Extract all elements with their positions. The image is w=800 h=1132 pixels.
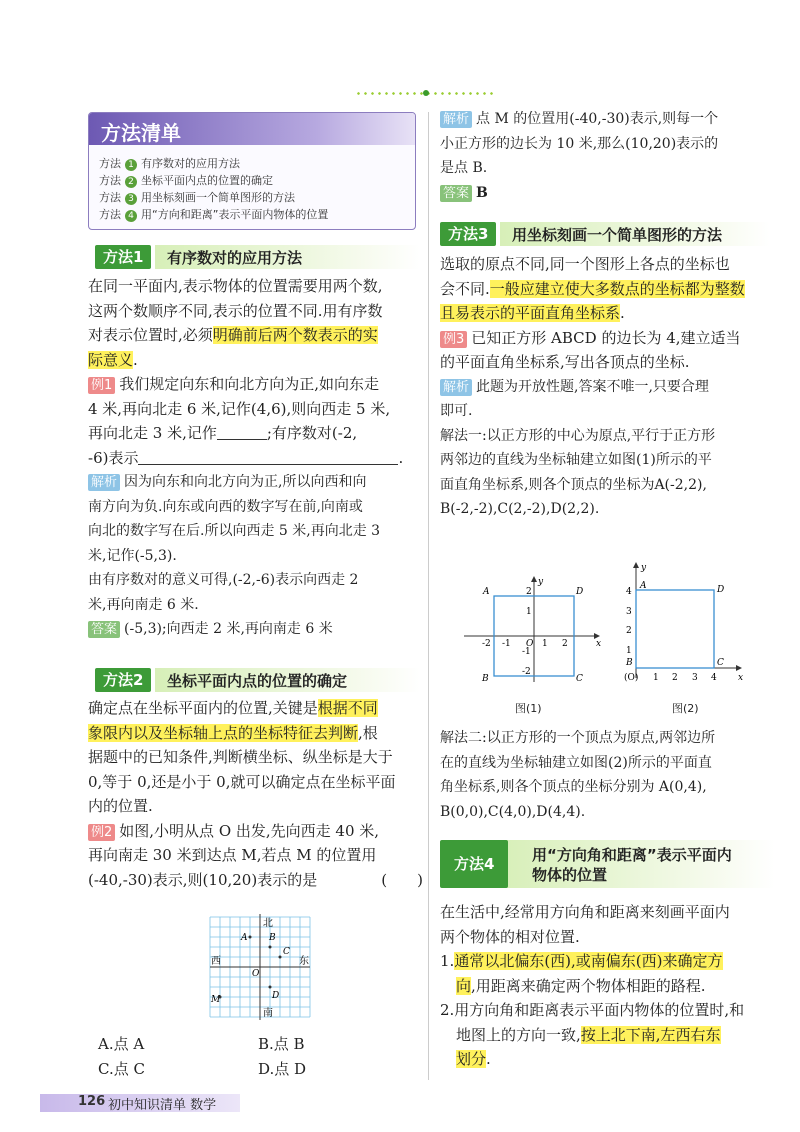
method-list-item: 方法 1 有序数对的应用方法 [99,157,240,170]
west-label: 西 [211,956,221,967]
svg-text:y: y [641,563,647,573]
direction-grid-figure [205,912,315,1022]
section4-title-line2: 物体的位置 [532,866,608,884]
choice-a: A.点 A [98,1035,145,1053]
example-tag: 例1 [88,377,115,394]
point-b-label: B [269,933,276,943]
section3-title: 用坐标刻画一个简单图形的方法 [512,226,723,244]
svg-text:O: O [526,639,534,649]
svg-text:1: 1 [626,646,632,656]
answer-tag: 答案 [440,185,472,202]
footer-title: 初中知识清单 数学 [108,1098,217,1113]
method-list-item: 方法 3 用坐标刻画一个简单图形的方法 [99,191,295,204]
example-tag: 例2 [88,824,115,841]
section3-solution2: 解法二:以正方形的一个顶点为原点,两邻边所 在的直线为坐标轴建立如图(2)所示的平面直 角坐标系,则各个顶点的坐标分别为 A(0,4), B(0,0),C(4,0),D(4,4). [440,730,716,820]
method-list-box [88,112,416,230]
svg-text:A: A [640,581,647,591]
svg-text:3: 3 [626,607,632,617]
section4-badge: 方法4 [440,840,508,888]
figure2-caption: 图(2) [672,702,699,715]
svg-text:D: D [717,585,725,595]
section3-header [440,222,770,246]
example-tag: 例3 [440,331,467,348]
analysis-tag: 解析 [440,379,472,396]
svg-text:x: x [738,673,744,683]
svg-text:2: 2 [626,626,632,636]
svg-text:B: B [626,658,633,668]
section1-header [95,245,420,269]
section1-badge: 方法1 [95,245,151,269]
method-list-header [89,113,415,145]
svg-text:-1: -1 [522,647,531,657]
svg-text:-1: -1 [502,639,511,649]
choice-c: C.点 C [98,1060,145,1078]
south-label: 南 [263,1008,273,1019]
section2-title: 坐标平面内点的位置的确定 [167,672,348,690]
analysis-tag: 解析 [88,474,120,491]
section3-body: 选取的原点不同,同一个图形上各点的坐标也 会不同.一般应建立使大多数点的坐标都为整数 且易表示的平面直角坐标系. 例3 已知正方形 ABCD 的边长为 4,建立适当 的平面直角坐标系,写出各顶点的坐标. 解析 此题为开放性题,答案不唯一,只要合理 即可. 解法一:以正方形的中心为原点,平行于正方形 两邻边的直线为坐标轴建立如图(1)所示的平 面直角坐标系,则各个顶点的坐标为A(-2,2), B(-2,-2),C(2,-2),D(2,2). [440,255,745,517]
section2-body: 确定点在坐标平面内的位置,关键是根据不同 象限内以及坐标轴上点的坐标特征去判断,根 据题中的已知条件,判断横坐标、纵坐标是大于 0,等于 0,还是小于 0,就可以确定点在坐标平面 内的位置. 例2 如图,小明从点 O 出发,先向西走 40 米, 再向南走 30 米到达点 M,若点 M 的位置用 (-40,-30)表示,则(10,20)表示的是 ( ) [88,699,423,889]
svg-text:C: C [717,658,724,668]
svg-text:x: x [596,639,602,649]
svg-text:1: 1 [653,673,659,683]
column-divider [428,112,429,1080]
section4-title-line1: 用“方向角和距离”表示平面内 [532,846,732,864]
svg-text:-2: -2 [482,639,491,649]
origin-label: O [252,969,260,979]
answer-tag: 答案 [88,621,120,638]
section2-badge: 方法2 [95,668,151,692]
figure1-square-centered [462,574,602,686]
svg-text:-2: -2 [522,667,531,677]
svg-text:(O): (O) [624,673,639,683]
svg-text:1: 1 [526,607,532,617]
choice-d: D.点 D [258,1060,307,1078]
svg-text:4: 4 [711,673,717,683]
top-dot-ornament [423,90,429,96]
svg-text:3: 3 [692,673,698,683]
method-list-item: 方法 2 坐标平面内点的位置的确定 [99,174,273,187]
figure2-square-corner [618,560,748,690]
north-label: 北 [263,918,273,929]
section1-body: 在同一平面内,表示物体的位置需要用两个数, 这两个数顺序不同,表示的位置不同.用有序数 对表示位置时,必须明确前后两个数表示的实 际意义. 例1 我们规定向东和向北方向为正,如向东走 4 米,再向北走 6 米,记作(4,6),则向西走 5 米, 再向北走 3 米,记作 ;有序数对(-2, -6)表示 . 解析 因为向东和向北方向为正,所以向西和向 南方向为负.向东或向西的数字写在前,向南或 向北的数字写在后.所以向西走 5 米,再向北走 3 米,记作(-5,3). 由有序数对的意义可得,(-2,-6)表示向西走 2 米,再向南走 6 米. 答案 (-5,3);向西走 2 米,再向南走 6 米 [88,277,404,637]
svg-text:A: A [483,587,490,597]
figure1-caption: 图(1) [515,702,542,715]
method-list-title: 方法清单 [101,121,181,145]
method-list-item: 方法 4 用“方向和距离”表示平面内物体的位置 [99,208,329,221]
page-number: 126 [78,1094,106,1109]
section3-badge: 方法3 [440,222,496,246]
east-label: 东 [299,956,309,967]
svg-text:1: 1 [542,639,548,649]
section4-header [440,840,775,888]
section4-body: 在生活中,经常用方向角和距离来刻画平面内 两个物体的相对位置. 1.通常以北偏东(西),或南偏东(西)来确定方 向,用距离来确定两个物体相距的路程. 2.用方向角和距离表示平面内物体的位置时,和 地图上的方向一致,按上北下南,左西右东 划分. [440,903,745,1068]
point-m-label: M [211,995,221,1005]
svg-text:4: 4 [626,587,632,597]
point-c-label: C [283,947,290,957]
point-a-label: A [241,933,248,943]
choice-b: B.点 B [258,1035,305,1053]
svg-text:2: 2 [526,587,532,597]
svg-text:2: 2 [672,673,678,683]
point-d-label: D [272,991,280,1001]
svg-text:y: y [538,577,544,587]
svg-text:C: C [576,674,583,684]
example2-analysis: 解析 点 M 的位置用(-40,-30)表示,则每一个 小正方形的边长为 10 米,那么(10,20)表示的 是点 B. 答案 B [440,111,719,201]
analysis-tag: 解析 [440,111,472,128]
section1-title: 有序数对的应用方法 [167,249,303,267]
svg-text:2: 2 [562,639,568,649]
svg-text:B: B [482,674,489,684]
section2-header [95,668,420,692]
svg-text:D: D [576,587,584,597]
